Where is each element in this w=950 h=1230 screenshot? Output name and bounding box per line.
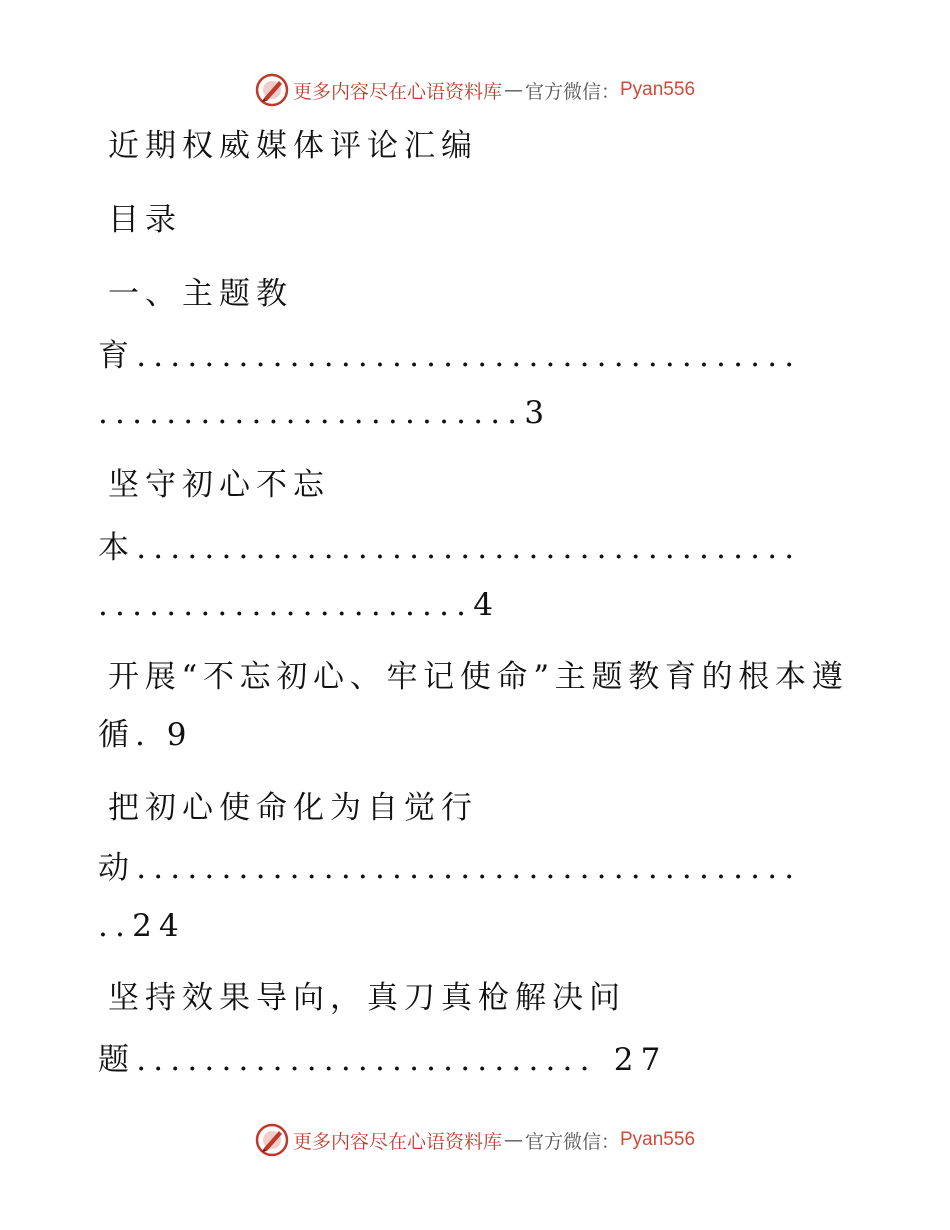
toc-entry-3-page: 循. 9 [98, 717, 193, 753]
toc-entry-1-page: .........................3 [98, 395, 552, 431]
brand-logo-icon [255, 1123, 289, 1157]
toc-entry-1-leader: 育....................................... [98, 338, 802, 374]
watermark-text: 更多内容尽在心语资料库 [292, 1130, 502, 1153]
watermark-wechat-id: Pyan556 [620, 1129, 696, 1150]
toc-entry-2-title: 坚守初心不忘 [108, 467, 330, 503]
toc-entry-4-leader: 动....................................... [98, 850, 802, 886]
toc-entry-4-title: 把初心使命化为自觉行 [108, 790, 478, 826]
toc-entry-5-title: 坚持效果导向，真刀真枪解决问 [108, 980, 626, 1016]
toc-entry-1-title: 一、主题教 [108, 276, 293, 312]
watermark-text: 更多内容尽在心语资料库 [292, 80, 502, 103]
toc-entry-2-page: ......................4 [98, 587, 501, 623]
toc-entry-4-page: ..24 [98, 908, 186, 944]
watermark-official-label: 官方微信： [524, 80, 620, 103]
toc-entry-2-leader: 本....................................... [98, 530, 802, 566]
watermark-footer [0, 1120, 950, 1160]
watermark-wechat-id: Pyan556 [620, 79, 696, 100]
watermark-separator: — [503, 1129, 523, 1151]
brand-logo-icon [255, 73, 289, 107]
toc-entry-5-leader: 题........................... 27 [98, 1042, 668, 1078]
watermark-separator: — [503, 79, 523, 101]
toc-entry-3-title: 开展“不忘初心、牢记使命”主题教育的根本遵 [108, 659, 849, 695]
watermark-official-label: 官方微信： [524, 1130, 620, 1153]
document-title: 近期权威媒体评论汇编 [108, 128, 478, 164]
toc-heading: 目录 [108, 202, 182, 238]
watermark-header [0, 70, 950, 110]
